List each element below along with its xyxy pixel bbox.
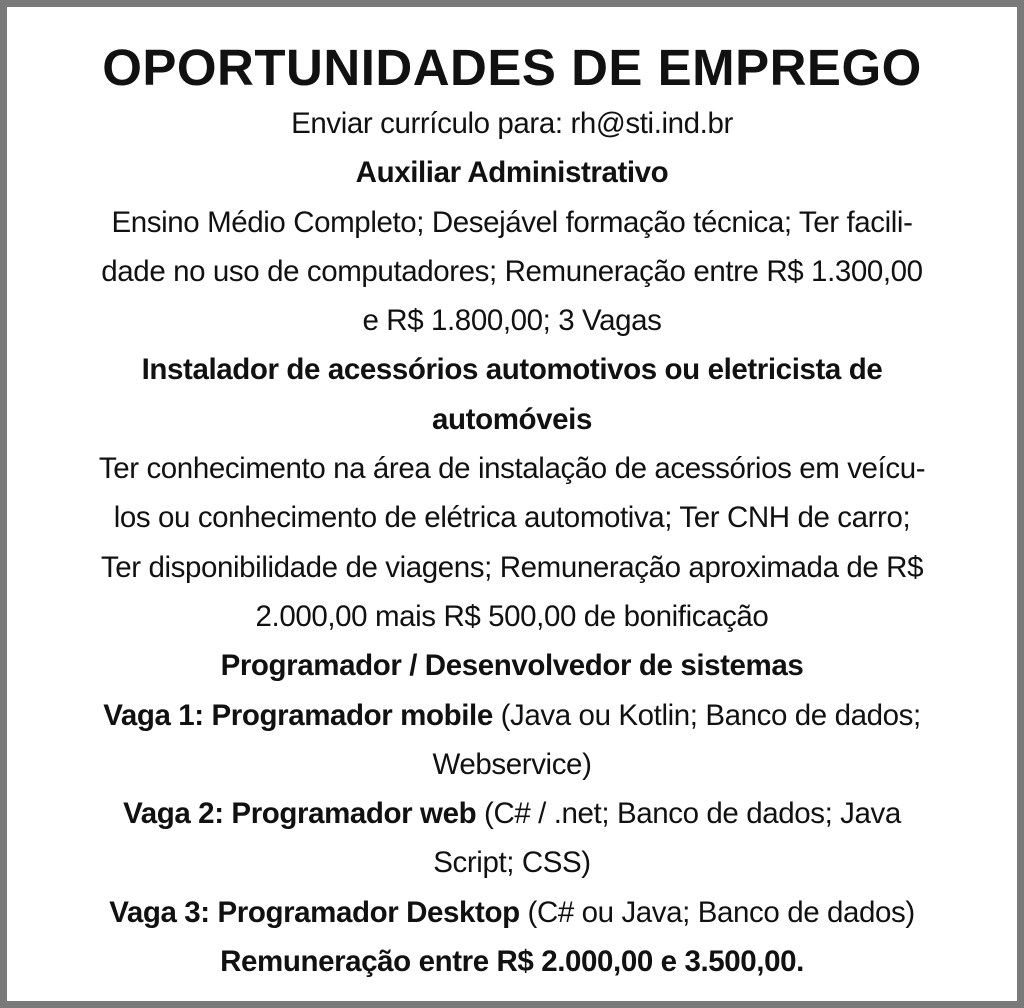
vaga1-desc: (Java ou Kotlin; Banco de dados; [492, 698, 921, 732]
job2-desc-line4: 2.000,00 mais R$ 500,00 de bonificação [255, 599, 769, 633]
job2-desc-line1: Ter conhecimento na área de instalação de acessórios em veícu- [98, 452, 926, 486]
vaga2-desc-line2: Script; CSS) [433, 846, 591, 880]
vaga1-label: Vaga 1: Programador mobile [103, 698, 493, 732]
job2-heading-line2: automóveis [432, 402, 592, 436]
vaga1-line [29, 691, 995, 740]
job3-heading: Programador / Desenvolvedor de sistemas [220, 649, 804, 683]
contact-line: Enviar currículo para: rh@sti.ind.br [291, 107, 733, 140]
vaga3-desc: (C# ou Java; Banco de dados) [519, 895, 915, 929]
job2-heading-line1: Instalador de acessórios automotivos ou eletricista de [141, 353, 883, 387]
job1-desc-line1: Ensino Médio Completo; Desejável formação técnica; Ter facili- [111, 205, 913, 239]
vaga1-desc-line2: Webservice) [432, 747, 592, 781]
job-ad-content [29, 37, 995, 986]
job2-desc-line2: los ou conhecimento de elétrica automotiva; Ter CNH de carro; [113, 501, 911, 535]
salary-line: Remuneração entre R$ 2.000,00 e 3.500,00. [220, 945, 804, 979]
job2-desc-line3: Ter disponibilidade de viagens; Remuneração aproximada de R$ [100, 550, 924, 584]
vaga3-line [29, 888, 995, 937]
vaga2-label: Vaga 2: Programador web [123, 797, 477, 831]
vaga2-line [29, 789, 995, 838]
page-title: OPORTUNIDADES DE EMPREGO [102, 39, 922, 96]
job1-desc-line2: dade no uso de computadores; Remuneração entre R$ 1.300,00 [101, 254, 923, 288]
vaga3-label: Vaga 3: Programador Desktop [109, 895, 520, 929]
job1-desc-line3: e R$ 1.800,00; 3 Vagas [362, 304, 662, 338]
job1-heading: Auxiliar Administrativo [355, 156, 669, 190]
vaga2-desc: (C# / .net; Banco de dados; Java [476, 797, 901, 831]
